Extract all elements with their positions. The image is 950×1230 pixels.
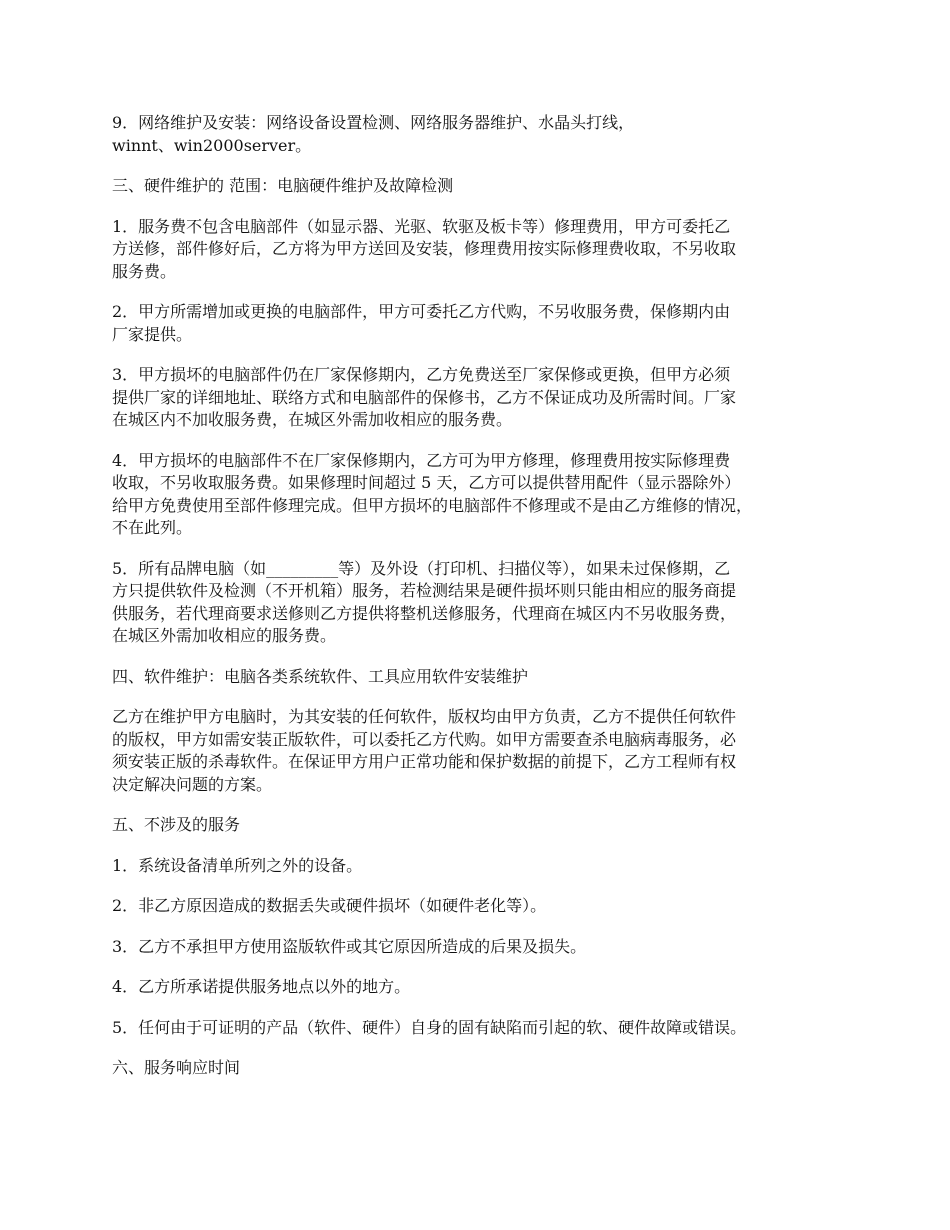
text-line: 四、软件维护：电脑各类系统软件、工具应用软件安装维护	[112, 666, 529, 686]
paragraph-hardware-5	[112, 558, 852, 648]
paragraph-exclusion-5	[112, 1017, 852, 1040]
paragraph-exclusion-3	[112, 936, 852, 959]
text-line: 厂家提供。	[112, 324, 193, 344]
text-line: 方只提供软件及检测（不开机箱）服务，若检测结果是硬件损坏则只能由相应的服务商提	[112, 581, 737, 600]
paragraph-hardware-1	[112, 216, 852, 284]
text-line: 1．系统设备清单所列之外的设备。	[112, 855, 363, 875]
text-line: 2．非乙方原因造成的数据丢失或硬件损坏（如硬件老化等）。	[112, 896, 547, 915]
text-line: 服务费。	[112, 261, 177, 281]
text-line: 须安装正版的杀毒软件。在保证甲方用户正常功能和保护数据的前提下，乙方工程师有权	[112, 752, 737, 771]
text-line: 在城区内不加收服务费，在城区外需加收相应的服务费。	[112, 410, 513, 429]
paragraph-exclusion-1	[112, 855, 852, 878]
text-line: 决定解决问题的方案。	[112, 774, 273, 794]
text-line: 3．乙方不承担甲方使用盗版软件或其它原因所造成的后果及损失。	[112, 936, 587, 956]
text-line: 六、服务响应时间	[112, 1058, 241, 1077]
text-line: 方送修，部件修好后，乙方将为甲方送回及安装，修理费用按实际修理费收取，不另收取	[112, 239, 737, 258]
text-line: 3．甲方损坏的电脑部件仍在厂家保修期内，乙方免费送至厂家保修或更换，但甲方必须	[112, 365, 731, 384]
paragraph-network-maintenance	[112, 112, 852, 157]
text-line: 4．乙方所承诺提供服务地点以外的地方。	[112, 977, 411, 996]
text-line: 4．甲方损坏的电脑部件不在厂家保修期内，乙方可为甲方修理，修理费用按实际修理费	[112, 450, 731, 470]
paragraph-hardware-2	[112, 301, 852, 346]
paragraph-software	[112, 706, 852, 796]
section-heading-exclusions	[112, 814, 852, 837]
text-line: 5．任何由于可证明的产品（软件、硬件）自身的固有缺陷而引起的软、硬件故障或错误。	[112, 1017, 747, 1037]
text-line: 9．网络维护及安装：网络设备设置检测、网络服务器维护、水晶头打线，	[112, 113, 635, 132]
text-line: winnt、win2000server。	[112, 135, 312, 155]
text-line: 供服务，若代理商要求送修则乙方提供将整机送修服务，代理商在城区内不另收服务费，	[112, 603, 737, 623]
text-line: 乙方在维护甲方电脑时，为其安装的任何软件，版权均由甲方负责，乙方不提供任何软件	[112, 707, 737, 726]
text-line: 收取，不另收取服务费。如果修理时间超过 5 天，乙方可以提供替用配件（显示器除外）	[112, 473, 741, 492]
document-page	[112, 112, 852, 1098]
section-heading-software	[112, 666, 852, 689]
section-heading-hardware	[112, 175, 852, 198]
text-line: 1．服务费不包含电脑部件（如显示器、光驱、软驱及板卡等）修理费用，甲方可委托乙	[112, 216, 731, 236]
text-line: 5．所有品牌电脑（如_________等）及外设（打印机、扫描仪等），如果未过保修期，乙	[112, 558, 731, 578]
text-line: 2．甲方所需增加或更换的电脑部件，甲方可委托乙方代购，不另收服务费，保修期内由	[112, 302, 731, 321]
text-line: 不在此列。	[112, 518, 193, 537]
text-line: 给甲方免费使用至部件修理完成。但甲方损坏的电脑部件不修理或不是由乙方维修的情况，	[112, 495, 753, 515]
paragraph-exclusion-2	[112, 895, 852, 918]
section-heading-response-time	[112, 1057, 852, 1080]
paragraph-exclusion-4	[112, 976, 852, 999]
text-line: 提供厂家的详细地址、联络方式和电脑部件的保修书，乙方不保证成功及所需时间。厂家	[112, 387, 737, 407]
paragraph-hardware-3	[112, 364, 852, 432]
paragraph-hardware-4	[112, 450, 852, 540]
text-line: 在城区外需加收相应的服务费。	[112, 626, 337, 645]
text-line: 的版权，甲方如需安装正版软件，可以委托乙方代购。如甲方需要查杀电脑病毒服务，必	[112, 729, 737, 749]
text-line: 三、硬件维护的 范围：电脑硬件维护及故障检测	[112, 176, 454, 195]
text-line: 五、不涉及的服务	[112, 815, 241, 834]
